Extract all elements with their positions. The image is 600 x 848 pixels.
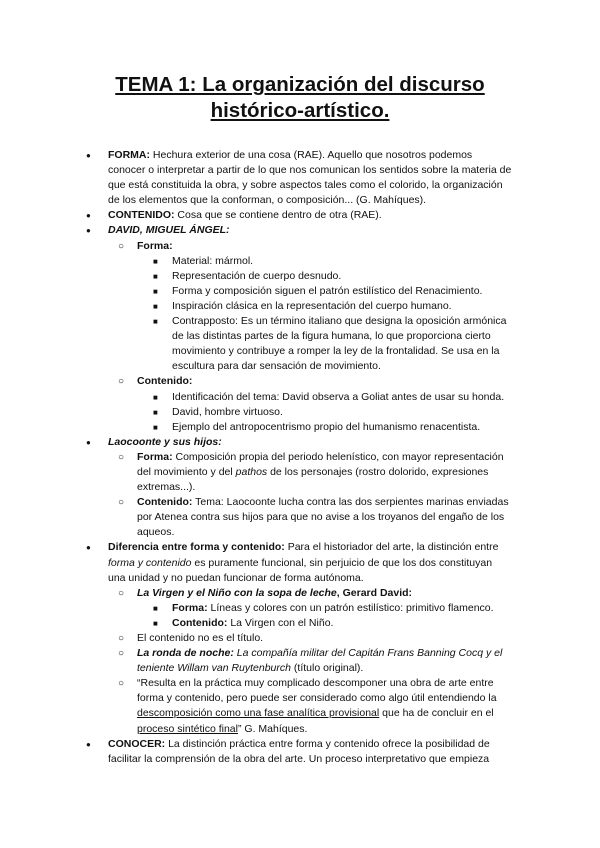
laocoonte-contenido: [103, 495, 512, 540]
quote-text-mid: que ha de concluir en el: [379, 707, 494, 720]
heading-laocoonte: Laocoonte y sus hijos:: [108, 435, 222, 448]
term-forma: FORMA:: [108, 149, 150, 161]
list-item-contenido: [0, 208, 600, 223]
virgen-title: La Virgen y el Niño con la sopa de leche: [137, 586, 337, 599]
list-item-laocoonte: [0, 435, 600, 541]
david-forma-item: ■ Inspiración clásica en la representación del cuerpo humano.: [140, 299, 512, 314]
ronda-original-title: La compañía militar del Capitán Frans Banning Cocq y el teniente Willam van Ruytenburch: [137, 647, 503, 675]
list-item-diferencia: [0, 540, 600, 736]
laocoonte-contenido-label: Contenido:: [137, 496, 193, 509]
david-contenido-label: Contenido:: [137, 375, 193, 388]
laocoonte-sublist: [103, 450, 512, 541]
david-forma-list: [140, 254, 512, 375]
title-line-2: histórico-artístico.: [210, 99, 390, 122]
david-contenido-item: ■ Identificación del tema: David observa a Goliat antes de usar su honda.: [140, 390, 512, 405]
definition-conocer: La distinción práctica entre forma y contenido ofrece la posibilidad de facilitar la comprensión de la obra del arte. Un proceso interpretativo que empieza: [108, 737, 490, 765]
title-line-1: TEMA 1: La organización del discurso: [115, 73, 485, 96]
laocoonte-forma-label: Forma:: [137, 450, 173, 463]
david-contenido-item: ■ Ejemplo del antropocentrismo propio del humanismo renacentista.: [140, 420, 512, 435]
list-item-forma: [0, 148, 600, 208]
david-forma: [103, 239, 512, 375]
main-list: [0, 148, 600, 767]
ronda-title: La ronda de noche:: [137, 647, 234, 660]
david-forma-item: ■ Contrapposto: Es un término italiano que designa la oposición armónica de las distintas partes de la figura humana, lo que proporciona cierto movimiento y contribuye a romper la ley de la frontalidad. Se usa en la escultura para dar sensación de movimiento.: [140, 314, 512, 374]
david-contenido-item: ■ David, hombre virtuoso.: [140, 405, 512, 420]
david-forma-item: ■ Material: mármol.: [140, 254, 512, 269]
david-forma-item: ■ Forma y composición siguen el patrón estilístico del Renacimiento.: [140, 284, 512, 299]
ronda-item: [103, 646, 512, 676]
virgen-forma-text: Líneas y colores con un patrón estilístico: primitivo flamenco.: [207, 601, 494, 614]
quote-item: [103, 676, 512, 736]
laocoonte-forma: [103, 450, 512, 495]
david-forma-item: ■ Representación de cuerpo desnudo.: [140, 269, 512, 284]
virgen-item: [103, 586, 512, 631]
virgen-sublist: [140, 601, 512, 631]
diferencia-italic: forma y contenido: [108, 556, 192, 569]
virgen-author: , Gerard David:: [336, 586, 413, 599]
laocoonte-forma-text-end: de los personajes (rostro dolorido, expresiones extremas...).: [137, 465, 489, 494]
laocoonte-forma-text: Composición propia del periodo helenístico, con mayor representación del movimiento y del: [137, 450, 504, 478]
virgen-contenido-label: Contenido:: [172, 616, 228, 629]
quote-text: “Resulta en la práctica muy complicado descomponer una obra de arte entre forma y contenido, pero puede ser considerado como algo útil entendiendo la: [137, 677, 497, 705]
laocoonte-contenido-text: Tema: Laocoonte lucha contra las dos serpientes marinas enviadas por Atenea contra sus hijos para que no avise a los troyanos del engaño de los aqueos.: [137, 496, 509, 539]
diferencia-text-end: es puramente funcional, sin perjuicio de que los dos constituyan una unidad y no puedan funcionar de forma autónoma.: [108, 556, 493, 584]
david-contenido-list: [140, 390, 512, 435]
virgen-contenido: [140, 616, 512, 631]
diferencia-sublist: [103, 586, 512, 737]
term-contenido: CONTENIDO:: [108, 209, 175, 222]
diferencia-text: Para el historiador del arte, la distinción entre: [284, 541, 499, 554]
term-diferencia: Diferencia entre forma y contenido:: [108, 541, 285, 554]
document-body: [0, 148, 600, 767]
virgen-forma: [140, 601, 512, 616]
david-contenido: [103, 374, 512, 434]
pathos-term: pathos: [235, 465, 268, 478]
heading-david: DAVID, MIGUEL ÁNGEL:: [108, 224, 230, 237]
term-conocer: CONOCER:: [108, 737, 166, 750]
definition-forma: Hechura exterior de una cosa (RAE). Aquello que nosotros podemos conocer o interpretar a partir de lo que nos comunican los sentidos sobre la materia de que está constituida la obra, y sobre aspectos tales como el colorido, la organización de los elementos que la conforman, o composición... (G. Mahíques).: [108, 149, 512, 207]
virgen-contenido-text: La Virgen con el Niño.: [227, 616, 334, 629]
page-title: [0, 72, 600, 124]
list-item-conocer: [0, 737, 600, 767]
list-item-david: [0, 223, 600, 434]
ronda-note: (título original).: [290, 662, 364, 675]
definition-contenido: Cosa que se contiene dentro de otra (RAE).: [174, 209, 382, 222]
quote-underline-2: proceso sintético final: [137, 722, 238, 735]
quote-underline-1: descomposición como una fase analítica provisional: [137, 707, 380, 720]
david-forma-label: Forma:: [137, 239, 173, 252]
david-sublist: [103, 239, 512, 435]
no-titulo-item: ○ El contenido no es el título.: [103, 631, 512, 646]
virgen-forma-label: Forma:: [172, 601, 208, 614]
quote-attribution: ” G. Mahíques.: [237, 722, 308, 735]
